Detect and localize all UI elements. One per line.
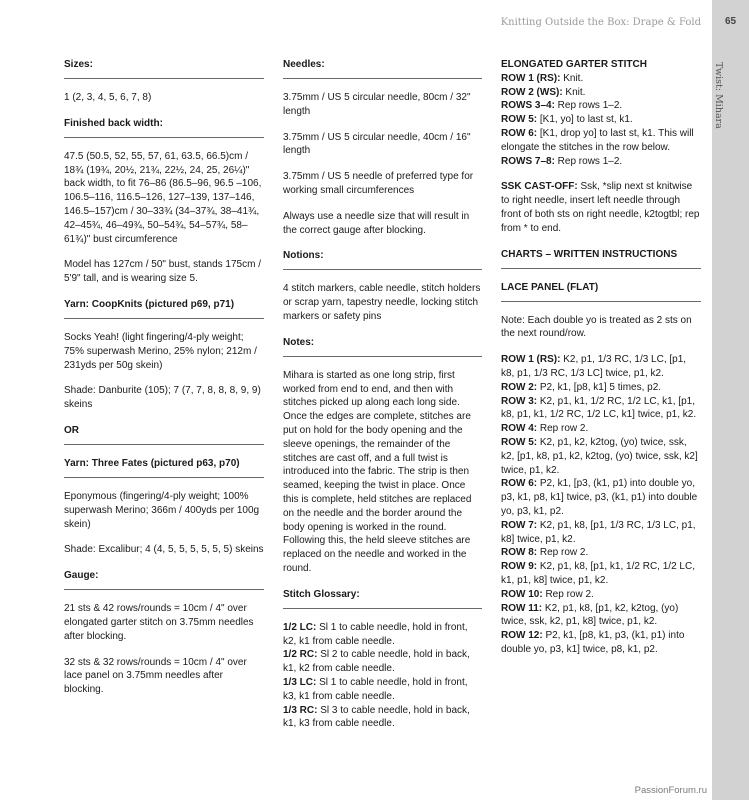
pattern-row: ROW 9: K2, p1, k8, [p1, k1, 1/2 RC, 1/2 LC, k1, p1, k8] twice, p1, k2.: [501, 561, 695, 586]
pattern-row: ROW 6: [K1, drop yo] to last st, k1. This will elongate the stitches in the row below.: [501, 127, 694, 153]
notes-text: Mihara is started as one long strip, first worked from end to end, and then with stitches picked up along each long side. Once the edges are complete, stitches are put on hold for the body opening and the sleeve openings, the remainder of the stitches are cast off, and a full twist is introduced into the fabric. The strip is then seamed, keeping the twist in place. Once this is complete, held stitches are replaced on the needle and the border around the body opening is worked in the round. Following this, the held sleeve stitches are replaced on the needle and worked in the round.: [283, 369, 472, 574]
pattern-row: ROW 2 (WS): Knit.: [501, 86, 586, 98]
width-text: 47.5 (50.5, 52, 55, 57, 61, 63.5, 66.5)cm / 18¾ (19¾, 20½, 21¾, 22½, 24, 25, 26¼)" back width, to fit 76–86 (86.5–96, 96.5 –106, 106.5–116, 116.5–126, 127–139, 137–146, 146.5–157)cm / 30–33¾ (34–37¾, 38–41¾, 42–45¾, 46–49¾, 50–54¾, 54–57¾, 58–61¾)" bust circumference: [64, 150, 262, 245]
width-heading: Finished back width:: [64, 117, 163, 129]
sizes-heading: Sizes:: [64, 59, 93, 70]
column-3: [501, 58, 701, 669]
pattern-row: ROW 8: Rep row 2.: [501, 547, 589, 559]
divider: [283, 608, 482, 609]
section-label: Twist: Mihara: [713, 62, 724, 129]
needle-3: 3.75mm / US 5 needle of preferred type for working small circumferences: [283, 171, 474, 196]
garter-rows: [501, 72, 701, 169]
sizes-text: 1 (2, 3, 4, 5, 6, 7, 8): [64, 92, 152, 103]
pattern-row: ROW 5: [K1, yo] to last st, k1.: [501, 114, 633, 126]
pattern-row: ROW 2: P2, k1, [p8, k1] 5 times, p2.: [501, 381, 662, 393]
yarn1-shade: Shade: Danburite (105); 7 (7, 7, 8, 8, 8, 9, 9) skeins: [64, 385, 261, 411]
gauge-text-1: 21 sts & 42 rows/rounds = 10cm / 4" over elongated garter stitch on 3.75mm needles after blocking.: [64, 603, 254, 642]
model-text: Model has 127cm / 50" bust, stands 175cm / 5'9" tall, and is wearing size 5.: [64, 259, 261, 285]
charts-heading: CHARTS – WRITTEN INSTRUCTIONS: [501, 248, 678, 260]
pattern-row: ROW 7: K2, p1, k8, [p1, 1/3 RC, 1/3 LC, p1, k8] twice, p1, k2.: [501, 519, 696, 545]
lace-rows: [501, 353, 701, 657]
pattern-row: ROW 6: P2, k1, [p3, (k1, p1) into double yo, p3, k1, p8, k1] twice, p3, (k1, p1) into double yo, p3, k1, p2.: [501, 478, 698, 517]
pattern-row: ROW 1 (RS): Knit.: [501, 72, 584, 84]
gauge-text-2: 32 sts & 32 rows/rounds = 10cm / 4" over lace panel on 3.75mm needles after blocking.: [64, 656, 247, 696]
divider: [501, 301, 701, 302]
yarn1-text: Socks Yeah! (light fingering/4-ply weight; 75% superwash Merino, 25% nylon; 212m / 231yds per 50g skein): [64, 331, 257, 371]
divider: [64, 477, 264, 478]
lace-note: Note: Each double yo is treated as 2 sts on the next round/row.: [501, 314, 692, 340]
notes-heading: Notes:: [283, 336, 315, 348]
glossary-item: 1/3 RC: Sl 3 to cable needle, hold in back, k1, k3 from cable needle.: [283, 704, 470, 730]
glossary-list: [283, 621, 482, 731]
divider: [283, 78, 482, 79]
divider: [64, 318, 264, 319]
pattern-row: ROW 4: Rep row 2.: [501, 423, 589, 435]
yarn2-text: Eponymous (fingering/4-ply weight; 100% superwash Merino; 366m / 400yds per 100g skein): [64, 490, 260, 530]
divider: [64, 78, 264, 79]
gauge-heading: Gauge:: [64, 570, 99, 582]
glossary-item: 1/2 RC: Sl 2 to cable needle, hold in back, k1, k2 from cable needle.: [283, 649, 470, 675]
divider: [283, 269, 482, 270]
divider: [64, 444, 264, 445]
yarn2-heading: Yarn: Three Fates (pictured p63, p70): [64, 457, 240, 469]
watermark: PassionForum.ru: [634, 785, 707, 796]
yarn1-heading: Yarn: CoopKnits (pictured p69, p71): [64, 298, 235, 310]
section-sidebar: [712, 0, 749, 800]
pattern-row: ROW 1 (RS): K2, p1, 1/3 RC, 1/3 LC, [p1, k8, p1, 1/3 RC, 1/3 LC] twice, p1, k2.: [501, 354, 687, 379]
yarn2-shade: Shade: Excalibur; 4 (4, 5, 5, 5, 5, 5, 5) skeins: [64, 544, 264, 556]
column-1: [64, 58, 264, 709]
garter-heading: ELONGATED GARTER STITCH: [501, 59, 647, 70]
needle-1: 3.75mm / US 5 circular needle, 80cm / 32" length: [283, 92, 471, 117]
divider: [64, 137, 264, 138]
notions-text: 4 stitch markers, cable needle, stitch holders or scrap yarn, tapestry needle, locking stitch markers or safety pins: [283, 283, 481, 322]
pattern-row: ROW 3: K2, p1, k1, 1/2 RC, 1/2 LC, k1, [p1, k8, p1, k1, 1/2 RC, 1/2 LC, k1] twice, p1, k2.: [501, 395, 697, 421]
needle-note: Always use a needle size that will result in the correct gauge after blocking.: [283, 210, 470, 236]
page-number: 65: [724, 16, 737, 27]
pattern-row: ROWS 3–4: Rep rows 1–2.: [501, 100, 623, 112]
pattern-row: ROW 11: K2, p1, k8, [p1, k2, k2tog, (yo) twice, ssk, k2, p1, k8] twice, p1, k2.: [501, 602, 679, 628]
pattern-row: ROWS 7–8: Rep rows 1–2.: [501, 155, 623, 167]
page-header-title: Knitting Outside the Box: Drape & Fold: [500, 17, 701, 28]
or-heading: OR: [64, 424, 79, 436]
pattern-row: ROW 12: P2, k1, [p8, k1, p3, (k1, p1) into double yo, p3, k1] twice, p8, k1, p2.: [501, 630, 685, 655]
lace-heading: LACE PANEL (FLAT): [501, 281, 599, 293]
column-2: [283, 58, 482, 743]
ssk-cast-off: SSK CAST-OFF: Ssk, *slip next st knitwise to right needle, insert left needle through front of both sts on right needle, k2togtbl; rep from * to end.: [501, 181, 700, 234]
divider: [283, 356, 482, 357]
notions-heading: Notions:: [283, 250, 324, 262]
needles-heading: Needles:: [283, 59, 325, 70]
needle-2: 3.75mm / US 5 circular needle, 40cm / 16" length: [283, 131, 471, 157]
pattern-row: ROW 10: Rep row 2.: [501, 588, 594, 600]
glossary-item: 1/3 LC: Sl 1 to cable needle, hold in front, k3, k1 from cable needle.: [283, 676, 468, 702]
pattern-row: ROW 5: K2, p1, k2, k2tog, (yo) twice, ssk, k2, [p1, k8, p1, k2, k2tog, (yo) twice, ssk, k2] twice, p1, k2.: [501, 436, 698, 476]
glossary-heading: Stitch Glossary:: [283, 588, 360, 600]
glossary-item: 1/2 LC: Sl 1 to cable needle, hold in front, k2, k1 from cable needle.: [283, 621, 468, 647]
divider: [501, 268, 701, 269]
divider: [64, 589, 264, 590]
